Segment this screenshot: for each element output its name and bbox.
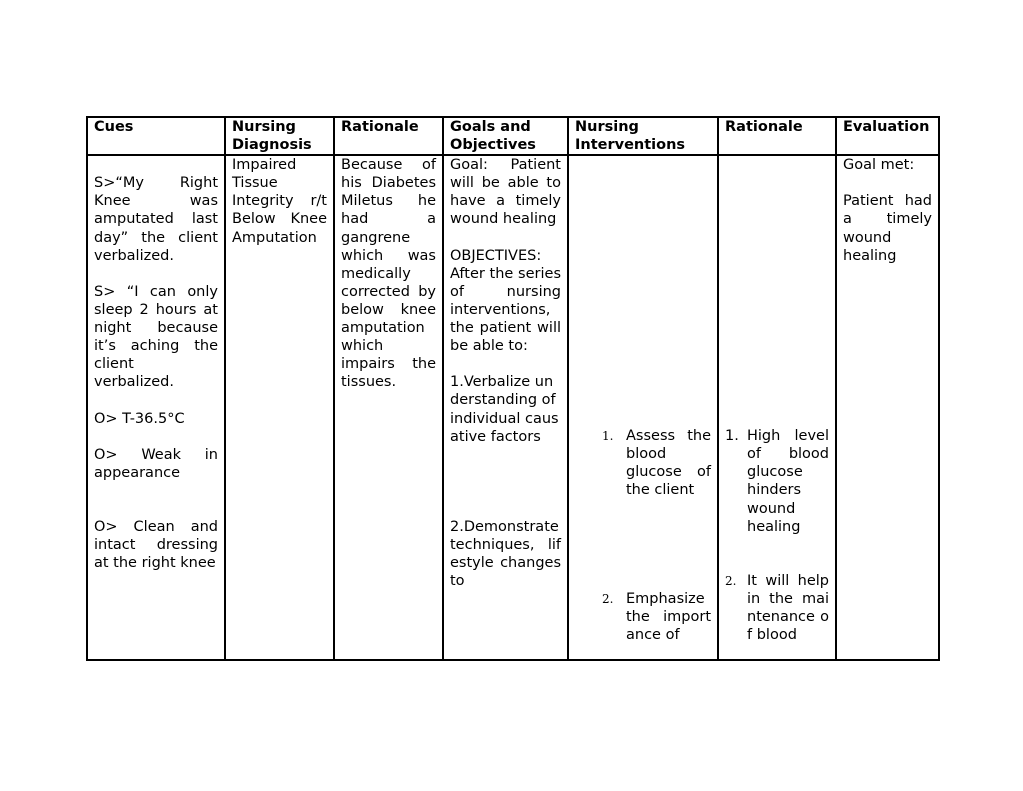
goals-cell <box>443 155 568 660</box>
header-rationale-2: Rationale <box>718 117 836 155</box>
goal-text: Goal: Patient will be able to have a timely wound healing <box>450 157 561 228</box>
interventions-cell <box>568 155 718 660</box>
rationale-2-item-2-number: 2. <box>725 573 737 588</box>
rationale-2-item-1-text: High level of blood glucose hinders wound healing <box>747 428 829 535</box>
objective-cue-appearance: O> Weak in appearance <box>94 446 218 481</box>
objective-2: 2.Demonstrate techniques, lifestyle changes to <box>450 519 561 590</box>
cues-cell <box>87 155 225 660</box>
intervention-2 <box>575 590 711 644</box>
diagnosis-text: Impaired Tissue Integrity r/t Below Knee Amputation <box>232 157 327 246</box>
header-cues: Cues <box>87 117 225 155</box>
objective-cue-temperature: O> T-36.5°C <box>94 410 185 427</box>
objectives-label: OBJECTIVES: <box>450 247 542 264</box>
rationale-2-item-2 <box>725 572 829 644</box>
intervention-1-number: 1. <box>602 429 614 444</box>
rationale-2-item-1 <box>725 427 829 536</box>
header-nursing-interventions: Nursing Interventions <box>568 117 718 155</box>
rationale-cell <box>334 155 443 660</box>
subjective-cue-2: S> “I can only sleep 2 hours at night because it’s aching the client verbalized. <box>94 283 218 391</box>
intervention-1 <box>575 427 711 499</box>
objective-1: 1.Verbalize understanding of individual causative factors <box>450 374 559 445</box>
header-evaluation: Evaluation <box>836 117 939 155</box>
header-goals-objectives: Goals and Objectives <box>443 117 568 155</box>
subjective-cue-1: S>“My Right Knee was amputated last day” the client verbalized. <box>94 175 218 264</box>
rationale-2-item-1-number: 1. <box>725 428 739 445</box>
evaluation-cell <box>836 155 939 660</box>
rationale-text: Because of his Diabetes Miletus he had a gangrene which was medically corrected by below knee amputation which impairs the tissues. <box>341 157 436 391</box>
header-row <box>87 117 939 155</box>
objective-cue-dressing: O> Clean and intact dressing at the right knee <box>94 519 218 572</box>
evaluation-text: Patient had a timely wound healing <box>843 193 932 264</box>
rationale-2-cell <box>718 155 836 660</box>
nursing-care-plan-table <box>86 116 940 661</box>
care-plan-row <box>87 155 939 660</box>
diagnosis-cell <box>225 155 334 660</box>
intervention-2-text: Emphasize the importance of <box>626 590 711 643</box>
evaluation-status: Goal met: <box>843 157 915 174</box>
objectives-intro: After the series of nursing interventions, the patient will be able to: <box>450 265 561 355</box>
intervention-1-text: Assess the blood glucose of the client <box>626 428 711 499</box>
header-nursing-diagnosis: Nursing Diagnosis <box>225 117 334 155</box>
intervention-2-number: 2. <box>602 591 614 606</box>
header-rationale: Rationale <box>334 117 443 155</box>
rationale-2-item-2-text: It will help in the maintenance of blood <box>747 572 829 644</box>
